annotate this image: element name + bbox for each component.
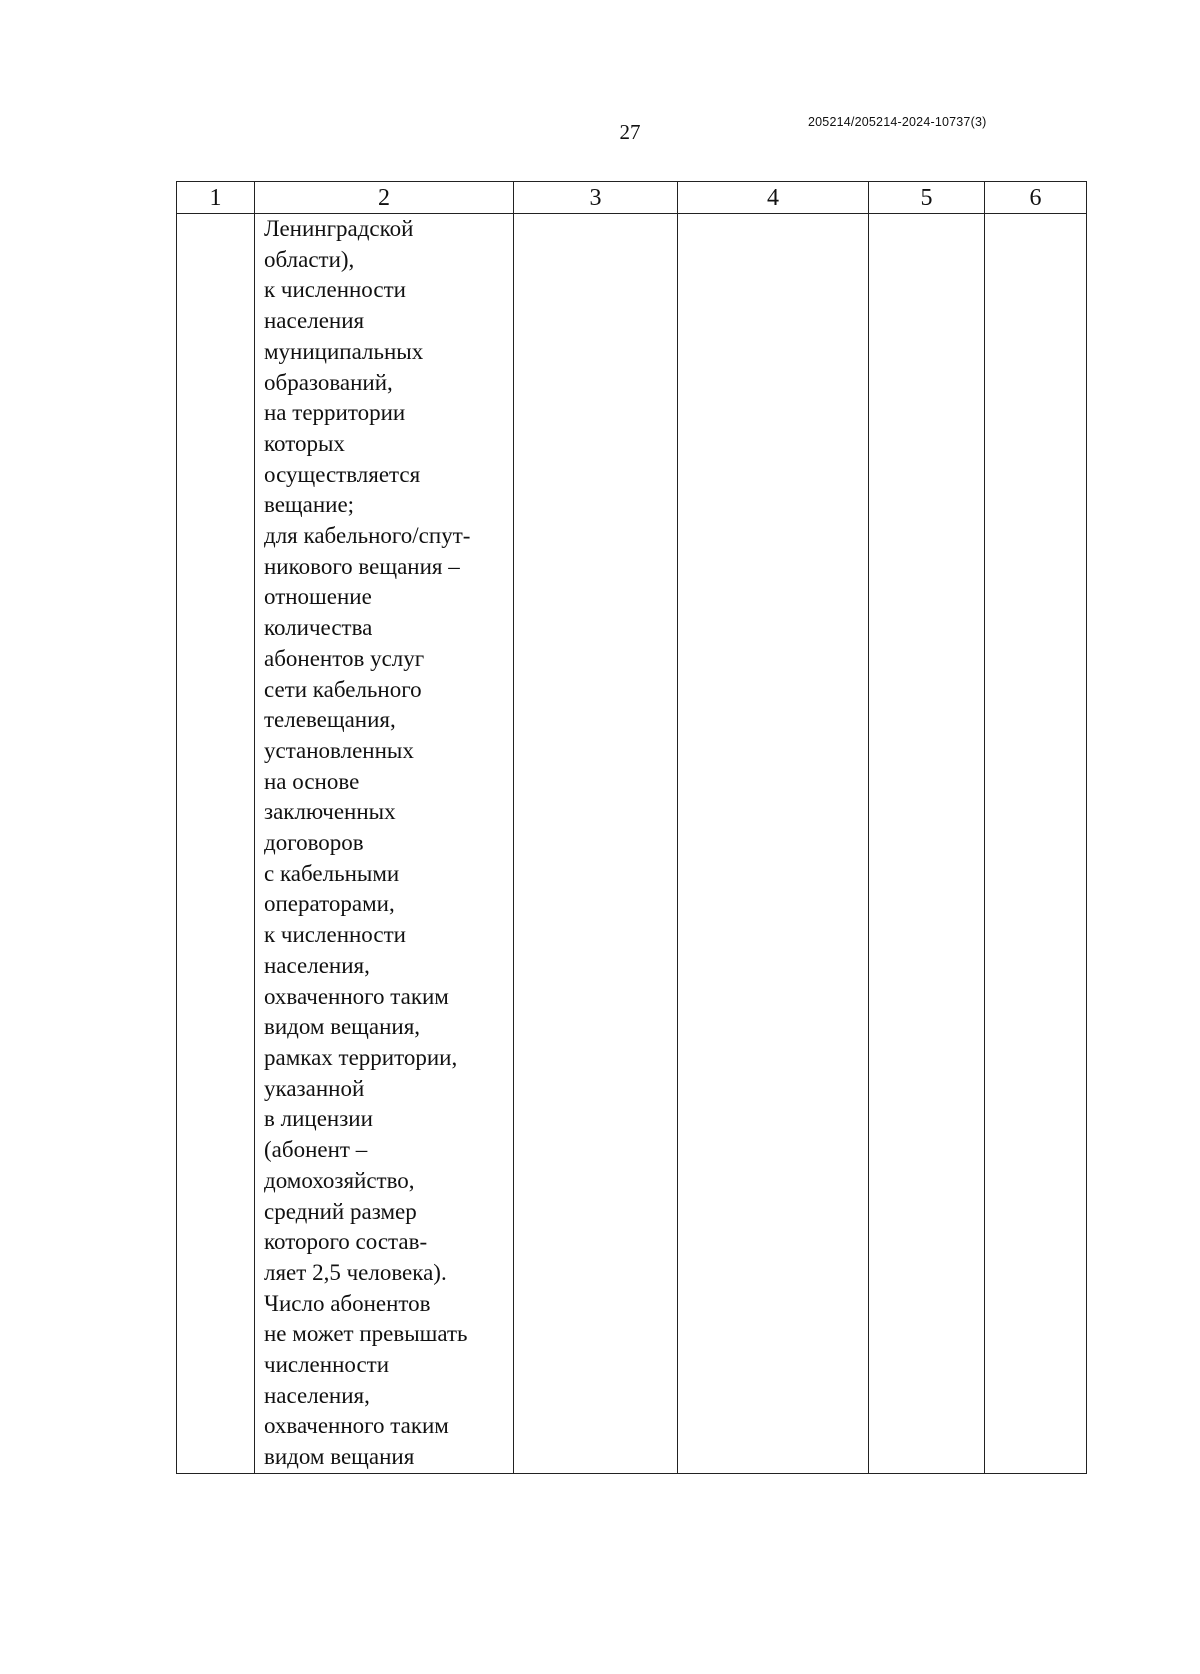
document-id: 205214/205214-2024-10737(3) (808, 115, 987, 129)
text-line: видом вещания (264, 1444, 415, 1470)
text-line: в лицензии (264, 1106, 373, 1132)
text-line: на территории (264, 400, 406, 426)
text-line: которого состав- (264, 1229, 428, 1255)
text-line: с кабельными (264, 860, 400, 886)
column-header-1: 1 (177, 182, 255, 214)
column-header-2: 2 (255, 182, 514, 214)
text-line: установленных (264, 737, 414, 763)
text-line: сети кабельного (264, 676, 422, 702)
text-line: области), (264, 246, 355, 272)
table-header-row (177, 182, 1087, 214)
text-line: охваченного таким (264, 1413, 449, 1439)
table-cell-col3 (514, 214, 678, 1474)
text-line: населения, (264, 952, 370, 978)
text-line: вещание; (264, 492, 355, 518)
text-line: не может превышать (264, 1321, 468, 1347)
text-line: которых (264, 430, 345, 456)
text-line: на основе (264, 768, 360, 794)
text-line: к численности (264, 277, 406, 303)
text-line: к численности (264, 922, 406, 948)
column-header-3: 3 (514, 182, 678, 214)
text-line: осуществляется (264, 461, 421, 487)
column-header-5: 5 (869, 182, 985, 214)
page-number: 27 (619, 120, 641, 144)
text-line: численности (264, 1352, 390, 1378)
column-header-4: 4 (678, 182, 869, 214)
text-line: абонентов услуг (264, 645, 425, 671)
data-table (176, 181, 1087, 1474)
text-line: телевещания, (264, 707, 396, 733)
table-cell-col5 (869, 214, 985, 1474)
text-line: для кабельного/спут- (264, 523, 471, 549)
text-line: (абонент – (264, 1137, 368, 1163)
text-line: ляет 2,5 человека). (264, 1259, 447, 1285)
text-line: количества (264, 615, 373, 641)
text-line: средний размер (264, 1198, 417, 1224)
text-line: рамках территории, (264, 1044, 458, 1070)
table-cell-col6 (985, 214, 1087, 1474)
text-line: домохозяйство, (264, 1167, 415, 1193)
table-row (177, 214, 1087, 1474)
text-line: отношение (264, 584, 372, 610)
text-line: видом вещания, (264, 1014, 421, 1040)
table-cell-col4 (678, 214, 869, 1474)
text-line: операторами, (264, 891, 395, 917)
table-cell-col2 (255, 214, 514, 1474)
text-line: договоров (264, 830, 364, 856)
column-header-6: 6 (985, 182, 1087, 214)
text-line: Число абонентов (264, 1290, 431, 1316)
cell-text (255, 214, 513, 1473)
text-line: охваченного таким (264, 983, 449, 1009)
text-line: муниципальных (264, 338, 424, 364)
text-line: заключенных (264, 799, 396, 825)
text-line: населения, (264, 1382, 370, 1408)
text-line: Ленинградской (264, 216, 414, 241)
text-line: населения (264, 308, 365, 334)
text-line: образований, (264, 369, 393, 395)
text-line: указанной (264, 1075, 365, 1101)
text-line: никового вещания – (264, 553, 460, 579)
table-cell-col1 (177, 214, 255, 1474)
